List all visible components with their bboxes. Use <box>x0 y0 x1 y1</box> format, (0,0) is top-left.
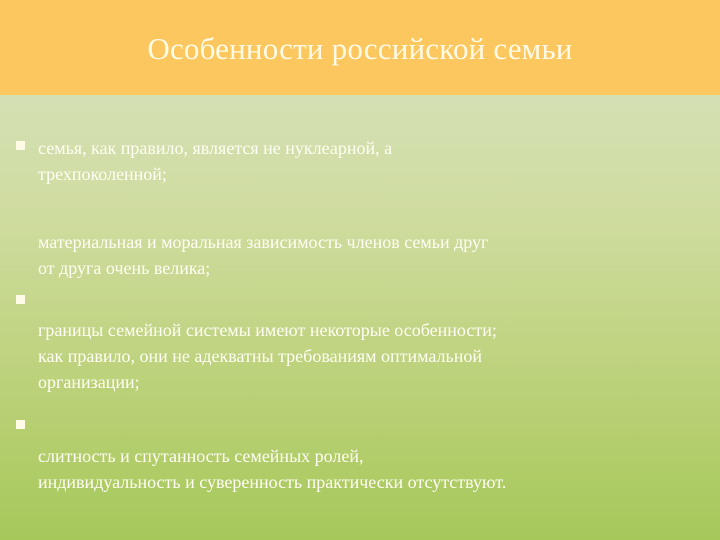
square-bullet-icon <box>16 141 25 150</box>
paragraph-1 <box>38 135 698 187</box>
paragraph-line: как правило, они не адекватны требованиям оптимальной <box>38 346 483 366</box>
square-bullet-icon <box>16 420 25 429</box>
paragraph-line: материальная и моральная зависимость членов семьи друг <box>38 232 489 252</box>
paragraph-line: слитность и спутанность семейных ролей, <box>38 446 364 466</box>
paragraph-line: семья, как правило, является не нуклеарной, а <box>38 138 393 158</box>
paragraph-2 <box>38 229 698 281</box>
paragraph-line: границы семейной системы имеют некоторые особенности; <box>38 320 497 340</box>
paragraph-line: от друга очень велика; <box>38 258 211 278</box>
square-bullet-icon <box>16 295 25 304</box>
slide-title: Особенности российской семьи <box>147 31 573 66</box>
paragraph-3 <box>38 317 698 395</box>
title-bar <box>0 0 720 95</box>
paragraph-line: индивидуальность и суверенность практически отсутствуют. <box>38 472 507 492</box>
paragraph-line: организации; <box>38 372 140 392</box>
paragraph-line: трехпоколенной; <box>38 164 167 184</box>
paragraph-4 <box>38 443 698 495</box>
